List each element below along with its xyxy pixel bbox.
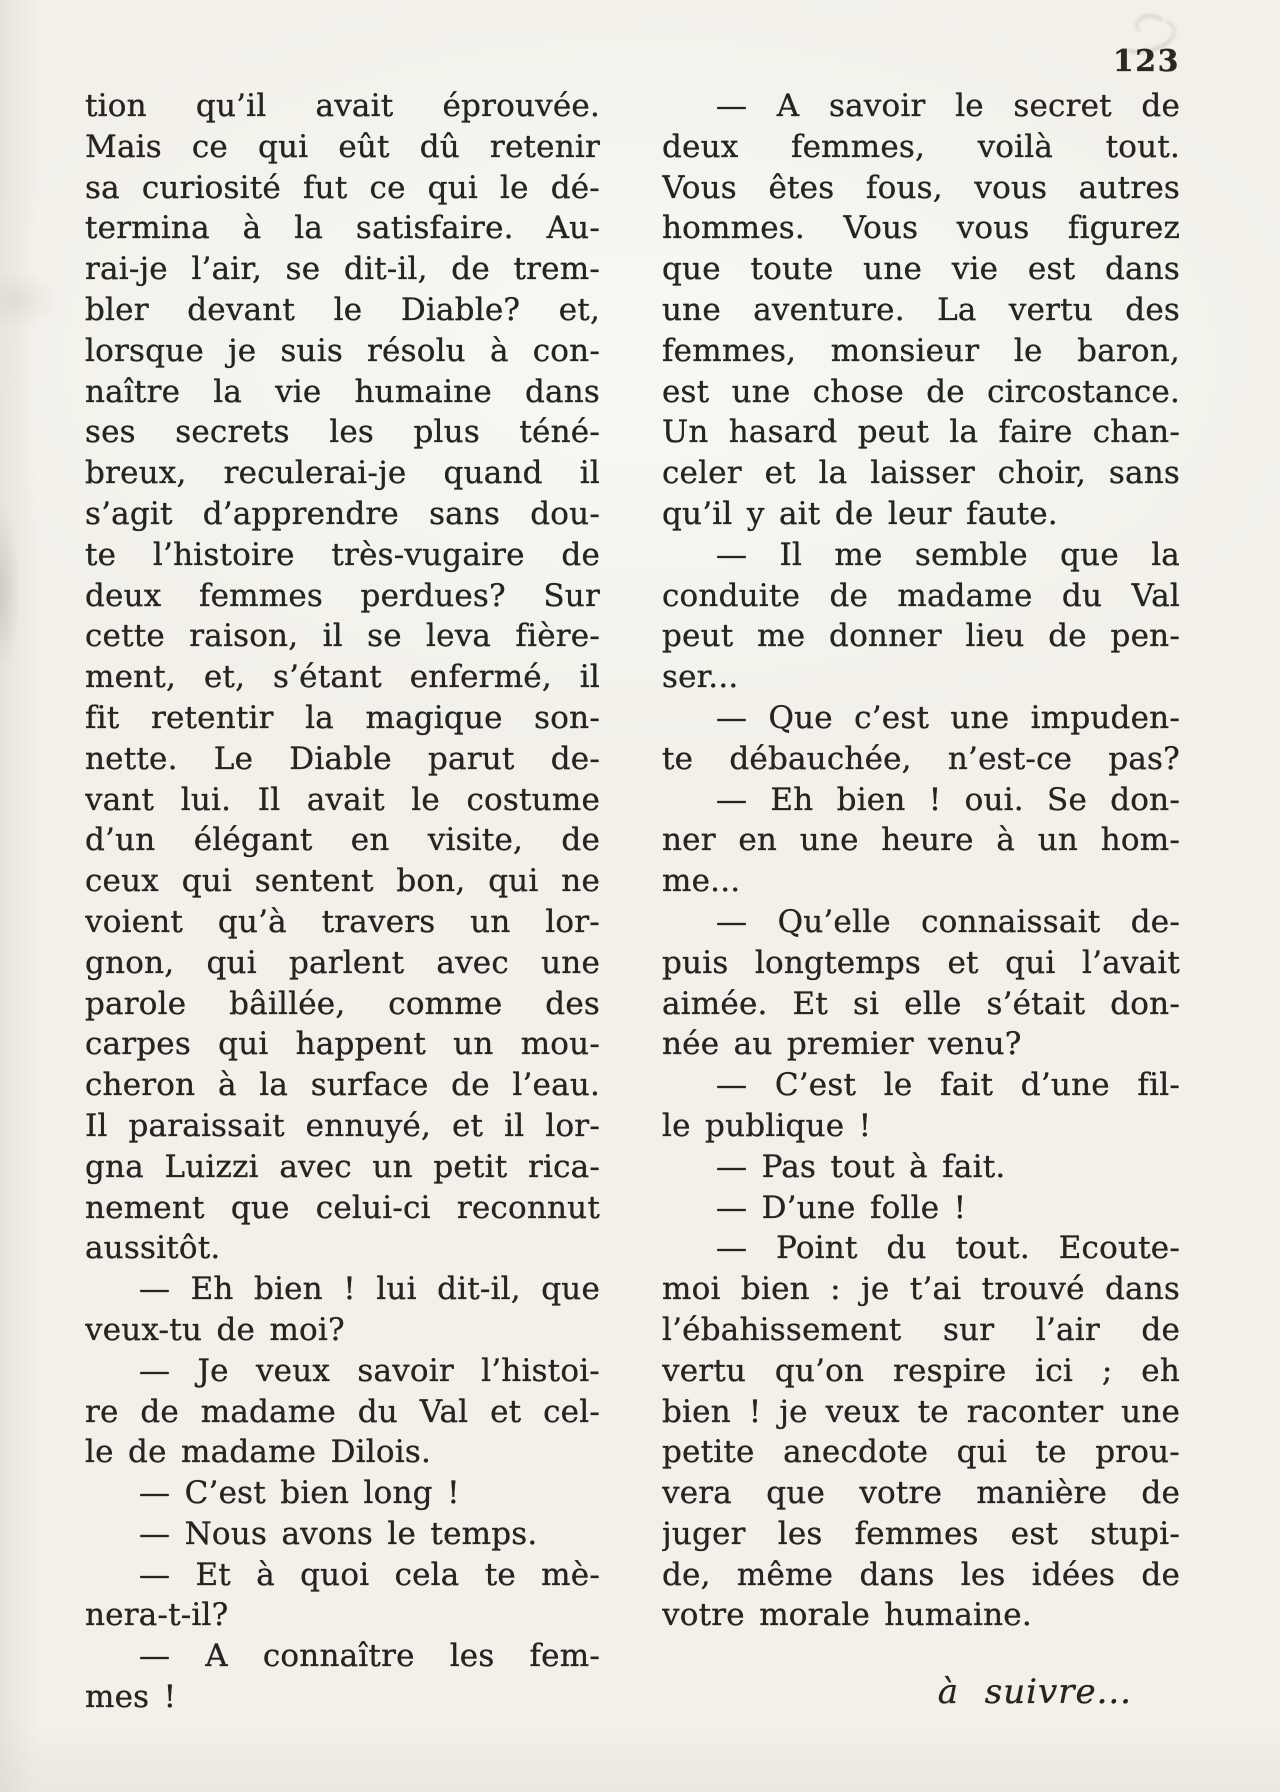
text-line: femmes, monsieur le baron,: [662, 332, 1180, 369]
text-line: — Il me semble que la: [716, 536, 1180, 573]
text-line: — Que c’est une impuden-: [716, 699, 1180, 736]
text-line: lorsque je suis résolu à con-: [85, 332, 600, 369]
text-line: moi bien : je t’ai trouvé dans: [662, 1271, 1180, 1308]
text-line: — Point du tout. Ecoute-: [716, 1230, 1180, 1267]
text-line: celer et la laisser choir, sans: [662, 455, 1180, 492]
text-line: Un hasard peut la faire chan-: [662, 414, 1180, 451]
text-line: — Eh bien ! lui dit-il, que: [139, 1271, 600, 1308]
text-line: Mais ce qui eût dû retenir: [85, 128, 600, 165]
text-line: — A connaître les fem-: [139, 1638, 600, 1675]
text-line: s’agit d’apprendre sans dou-: [85, 495, 600, 532]
text-line: te débauchée, n’est-ce pas?: [662, 740, 1180, 777]
text-line: sa curiosité fut ce qui le dé-: [85, 169, 600, 206]
text-line: — Et à quoi cela te mè-: [139, 1556, 600, 1593]
text-line: qu’il y ait de leur faute.: [662, 495, 1058, 532]
text-line: cheron à la surface de l’eau.: [85, 1067, 600, 1104]
text-line: aussitôt.: [85, 1230, 221, 1267]
left-column: [85, 86, 600, 1718]
text-line: une aventure. La vertu des: [662, 291, 1180, 328]
text-line: peut me donner lieu de pen-: [662, 618, 1180, 655]
text-line: ses secrets les plus téné-: [85, 414, 600, 451]
text-line: fit retentir la magique son-: [85, 699, 600, 736]
text-line: deux femmes perdues? Sur: [85, 577, 600, 614]
text-line: deux femmes, voilà tout.: [662, 128, 1180, 165]
text-line: — A savoir le secret de: [716, 88, 1180, 124]
text-line: vera que votre manière de: [662, 1475, 1180, 1512]
text-line: nement que celui-ci reconnut: [85, 1189, 600, 1226]
text-line: le de madame Dilois.: [85, 1434, 432, 1471]
text-line: conduite de madame du Val: [662, 577, 1180, 614]
text-line: juger les femmes est stupi-: [662, 1515, 1180, 1552]
text-line: nera-t-il?: [85, 1597, 229, 1634]
text-line: me...: [662, 863, 741, 900]
text-line: ment, et, s’étant enfermé, il: [85, 659, 600, 696]
right-column: [662, 86, 1180, 1718]
text-line: cette raison, il se leva fière-: [85, 618, 600, 655]
text-line: — Nous avons le temps.: [139, 1515, 538, 1552]
text-line: gna Luizzi avec un petit rica-: [85, 1148, 600, 1185]
text-line: aimée. Et si elle s’était don-: [662, 985, 1180, 1022]
text-line: rai-je l’air, se dit-il, de trem-: [85, 251, 600, 288]
text-line: — C’est bien long !: [139, 1475, 460, 1512]
text-line: — Pas tout à fait.: [716, 1148, 1006, 1185]
text-line: bler devant le Diable? et,: [85, 291, 600, 328]
text-line: mes !: [85, 1679, 177, 1716]
text-line: le publique !: [662, 1107, 872, 1144]
text-line: que toute une vie est dans: [662, 251, 1180, 288]
text-line: ner en une heure à un hom-: [662, 822, 1180, 859]
text-line: l’ébahissement sur l’air de: [662, 1311, 1180, 1348]
text-line: votre morale humaine.: [662, 1597, 1032, 1634]
text-line: — C’est le fait d’une fil-: [716, 1067, 1180, 1104]
text-line: — D’une folle !: [716, 1189, 967, 1226]
text-line: ser...: [662, 659, 739, 696]
text-line: veux-tu de moi?: [85, 1311, 345, 1348]
to-be-continued-note: à suivre...: [937, 1672, 1132, 1712]
text-line: vertu qu’on respire ici ; eh: [662, 1352, 1180, 1389]
text-line: tion qu’il avait éprouvée.: [85, 88, 600, 124]
text-line: Il paraissait ennuyé, et il lor-: [85, 1107, 600, 1144]
text-line: gnon, qui parlent avec une: [85, 944, 600, 981]
text-line: d’un élégant en visite, de: [85, 822, 600, 859]
text-line: carpes qui happent un mou-: [85, 1026, 600, 1063]
text-line: voient qu’à travers un lor-: [85, 903, 600, 940]
text-line: parole bâillée, comme des: [85, 985, 600, 1022]
text-line: nette. Le Diable parut de-: [85, 740, 600, 777]
text-line: petite anecdote qui te prou-: [662, 1434, 1180, 1471]
text-line: née au premier venu?: [662, 1026, 1022, 1063]
text-line: bien ! je veux te raconter une: [662, 1393, 1180, 1430]
text-line: — Qu’elle connaissait de-: [716, 903, 1180, 940]
text-line: de, même dans les idées de: [662, 1556, 1180, 1593]
text-line: vant lui. Il avait le costume: [85, 781, 600, 818]
text-line: — Je veux savoir l’histoi-: [139, 1352, 600, 1389]
text-line: est une chose de circostance.: [662, 373, 1180, 410]
text-line: hommes. Vous vous figurez: [662, 210, 1180, 247]
text-line: Vous êtes fous, vous autres: [662, 169, 1180, 206]
text-line: re de madame du Val et cel-: [85, 1393, 600, 1430]
text-line: breux, reculerai-je quand il: [85, 455, 600, 492]
text-line: termina à la satisfaire. Au-: [85, 210, 600, 247]
text-line: ceux qui sentent bon, qui ne: [85, 863, 600, 900]
text-columns: [85, 86, 1180, 1718]
page-number: 123: [1112, 44, 1180, 79]
text-line: puis longtemps et qui l’avait: [662, 944, 1180, 981]
text-line: te l’histoire très-vugaire de: [85, 536, 600, 573]
text-line: — Eh bien ! oui. Se don-: [716, 781, 1180, 818]
text-line: naître la vie humaine dans: [85, 373, 600, 410]
